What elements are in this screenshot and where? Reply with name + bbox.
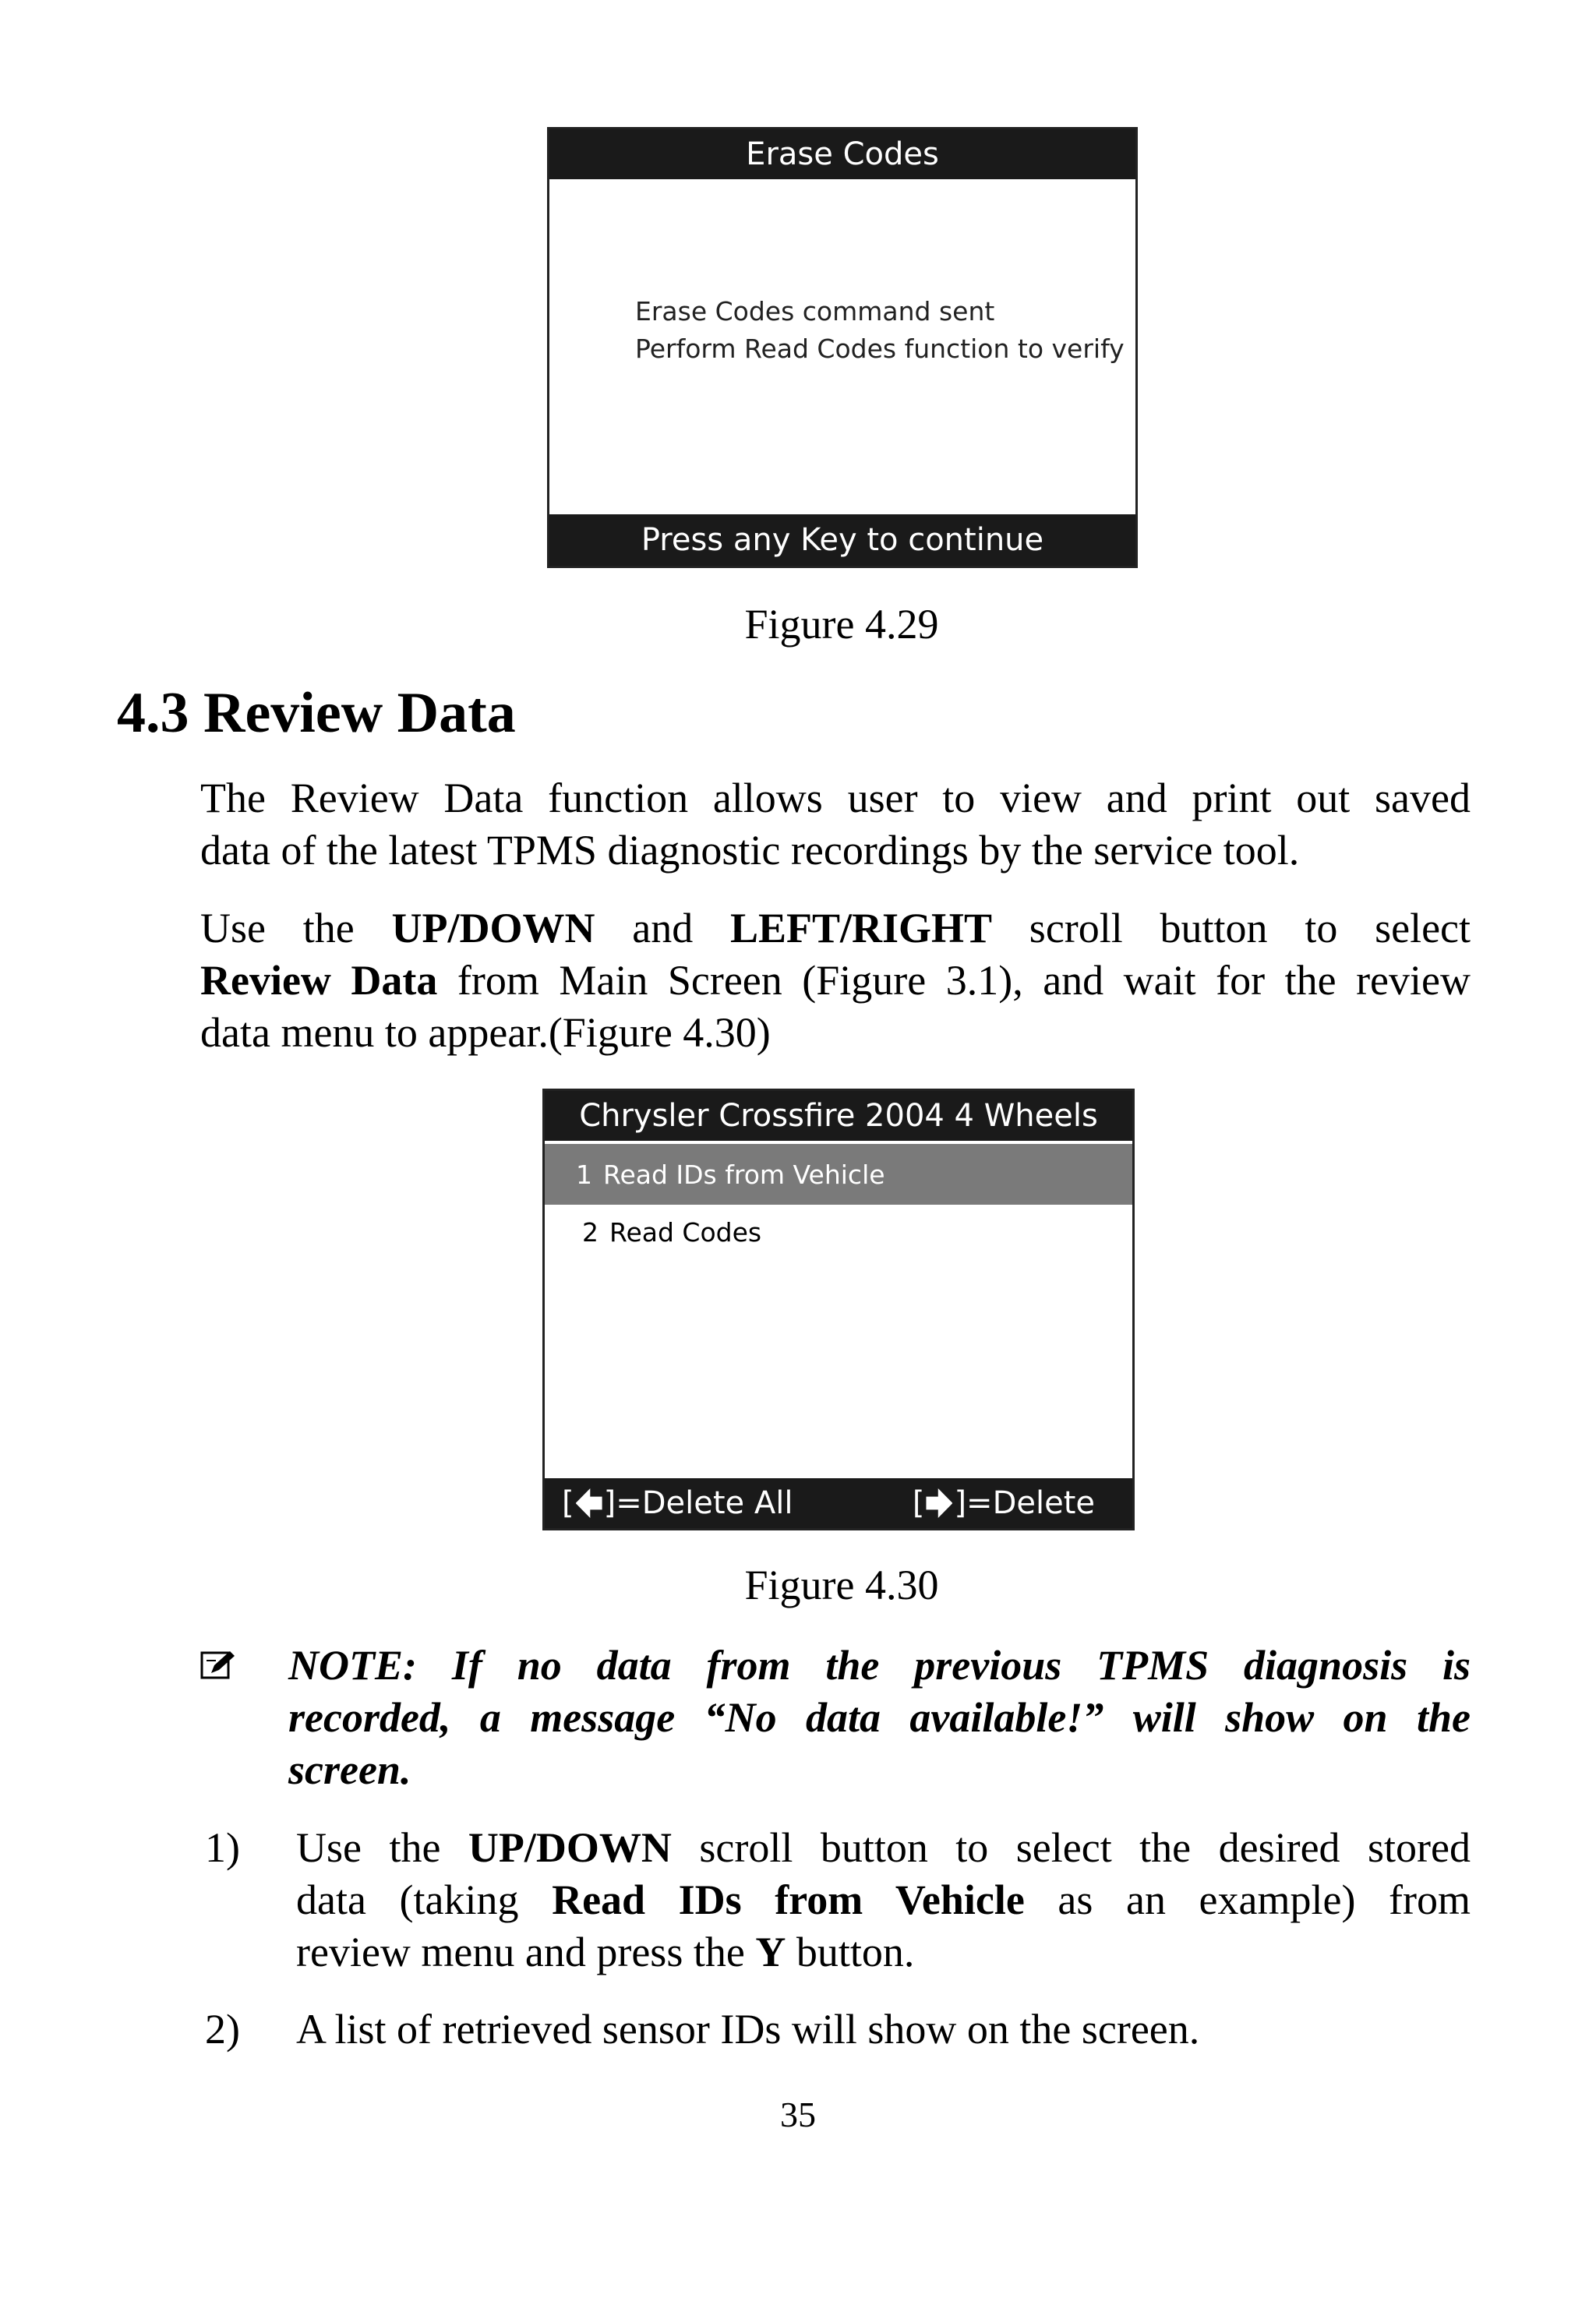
arrow-right-icon [926, 1488, 952, 1518]
section-number: 4.3 [117, 681, 189, 745]
figure-caption: Figure 4.30 [744, 1562, 939, 1608]
text-line: Review Data from Main Screen (Figure 3.1), and wait for the review [200, 957, 1471, 1004]
screen-message-line: Perform Read Codes function to verify [635, 334, 1125, 364]
section-heading [117, 680, 516, 747]
erase-codes-screen [547, 127, 1138, 568]
arrow-left-icon [576, 1488, 602, 1518]
screen-footer [545, 1478, 1132, 1528]
intro-paragraph [200, 772, 1471, 877]
text-line: The Review Data function allows user to view and print out saved [200, 775, 1471, 821]
screen-message-line: Erase Codes command sent [635, 296, 995, 327]
menu-item-number: 2 [582, 1216, 598, 1248]
instruction-paragraph [200, 902, 1471, 1059]
text-line: recorded, a message “No data available!” will show on the [288, 1694, 1471, 1741]
step-number: 1) [205, 1824, 240, 1871]
text-line: data (taking Read IDs from Vehicle as an example) from [296, 1876, 1471, 1923]
screen-footer: Press any Key to continue [549, 514, 1135, 566]
text-line: NOTE: If no data from the previous TPMS diagnosis is [288, 1642, 1471, 1689]
section-title: Review Data [203, 681, 516, 745]
page-number: 35 [780, 2095, 816, 2134]
pencil-note-icon [200, 1650, 236, 1681]
delete-all-hint: [ ]=Delete All [562, 1485, 793, 1521]
text-line: data menu to appear.(Figure 4.30) [200, 1009, 771, 1056]
screen-title: Chrysler Crossfire 2004 4 Wheels [545, 1091, 1132, 1141]
screen-title: Erase Codes [549, 129, 1135, 179]
menu-item-read-ids[interactable] [545, 1144, 1132, 1205]
menu-item-label: Read Codes [609, 1216, 762, 1248]
note-paragraph [288, 1640, 1471, 1796]
delete-hint: [ ]=Delete [912, 1485, 1095, 1521]
text-line: review menu and press the Y button. [296, 1929, 915, 1975]
text-line: A list of retrieved sensor IDs will show on the screen. [296, 2006, 1200, 2053]
text-line: Use the UP/DOWN and LEFT/RIGHT scroll button to select [200, 905, 1471, 951]
menu-item-read-codes[interactable] [545, 1202, 1132, 1262]
review-data-menu-screen [542, 1089, 1135, 1530]
menu-item-label: Read IDs from Vehicle [603, 1159, 885, 1190]
menu-item-number: 1 [576, 1159, 592, 1190]
text-line: Use the UP/DOWN scroll button to select the desired stored [296, 1824, 1471, 1871]
figure-caption: Figure 4.29 [744, 601, 939, 648]
text-line: screen. [288, 1746, 411, 1793]
step-text [296, 1822, 1471, 1979]
step-text [296, 2003, 1471, 2056]
text-line: data of the latest TPMS diagnostic recordings by the service tool. [200, 827, 1300, 874]
step-number: 2) [205, 2006, 240, 2053]
